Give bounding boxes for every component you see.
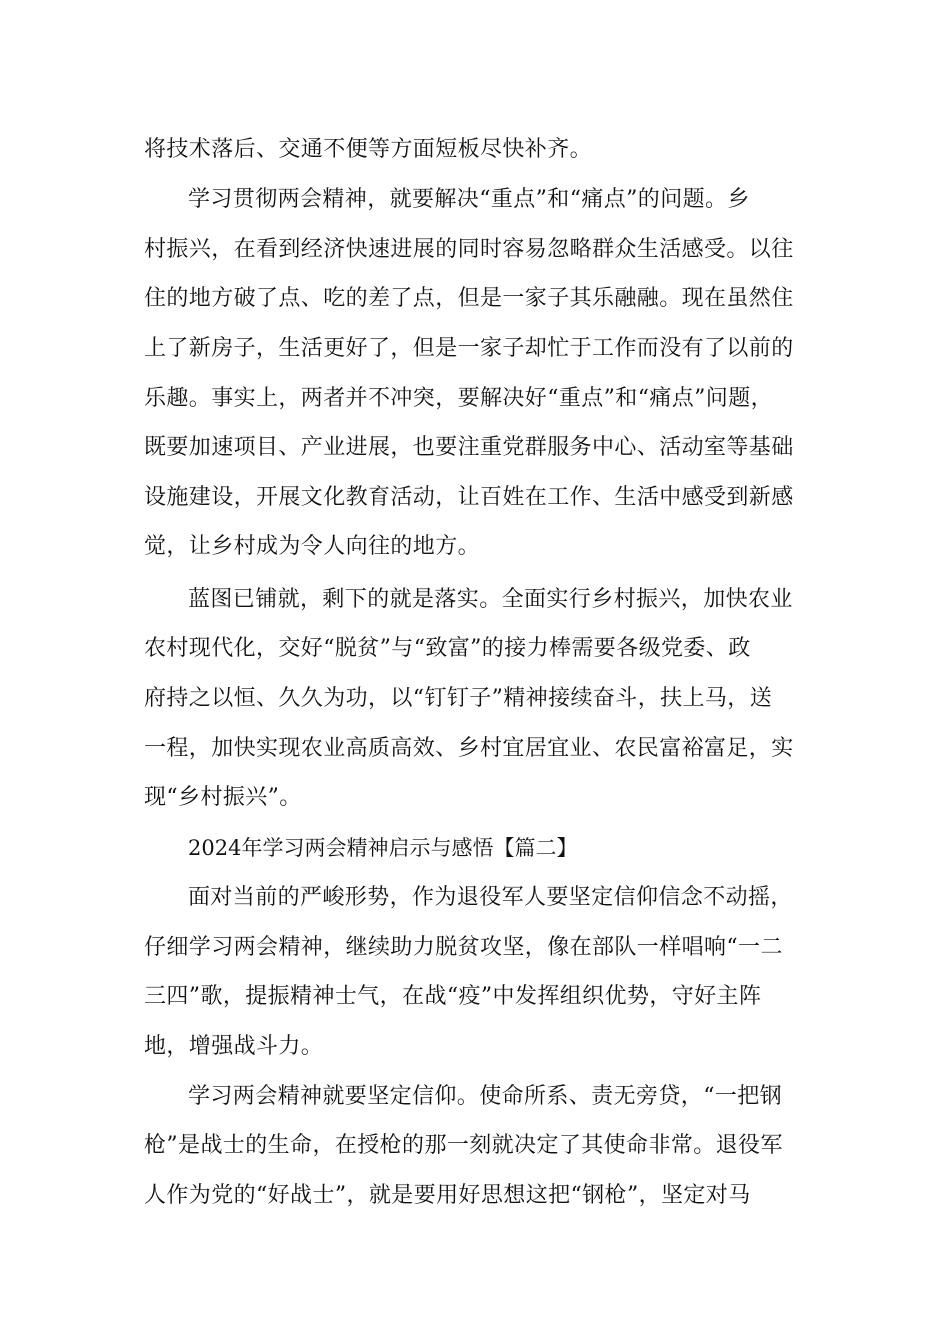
paragraph-line: 将技术落后、交通不便等方面短板尽快补齐。	[144, 137, 593, 162]
paragraph-line: 学习两会精神就要坚定信仰。使命所系、责无旁贷，“一把钢	[188, 1084, 783, 1109]
paragraph-line: 乐趣。事实上，两者并不冲突，要解决好“重点”和“痛点”问题，	[144, 386, 773, 411]
paragraph-line: 住的地方破了点、吃的差了点，但是一家子其乐融融。现在虽然住	[144, 286, 794, 311]
paragraph-line: 枪”是战士的生命，在授枪的那一刻就决定了其使命非常。退役军	[144, 1133, 783, 1158]
paragraph-line: 三四”歌，提振精神士气，在战“疫”中发挥组织优势，守好主阵	[144, 984, 762, 1009]
paragraph-line: 一程，加快实现农业高质高效、乡村宜居宜业、农民富裕富足，实	[144, 736, 794, 761]
paragraph-line: 人作为党的“好战士”，就是要用好思想这把“钢枪”，坚定对马	[144, 1183, 751, 1208]
paragraph-line: 村振兴，在看到经济快速进展的同时容易忽略群众生活感受。以往	[144, 237, 794, 262]
paragraph-line: 府持之以恒、久久为功，以“钉钉子”精神接续奋斗，扶上马，送	[144, 686, 773, 711]
paragraph-line: 农村现代化，交好“脱贫”与“致富”的接力棒需要各级党委、政	[144, 636, 751, 661]
paragraph-line: 设施建设，开展文化教育活动，让百姓在工作、生活中感受到新感	[144, 485, 794, 510]
paragraph-line: 面对当前的严峻形势，作为退役军人要坚定信仰信念不动摇，	[188, 885, 793, 910]
paragraph-line: 上了新房子，生活更好了，但是一家子却忙于工作而没有了以前的	[144, 336, 794, 361]
paragraph-line: 学习贯彻两会精神，就要解决“重点”和“痛点”的问题。乡	[188, 187, 750, 212]
paragraph-line: 地，增强战斗力。	[144, 1034, 324, 1059]
paragraph-line: 仔细学习两会精神，继续助力脱贫攻坚，像在部队一样唱响“一二	[144, 935, 783, 960]
paragraph-line: 蓝图已铺就，剩下的就是落实。全面实行乡村振兴，加快农业	[188, 587, 793, 612]
section-heading: 2024年学习两会精神启示与感悟【篇二】	[188, 836, 578, 860]
paragraph-line: 既要加速项目、产业进展，也要注重党群服务中心、活动室等基础	[144, 435, 794, 460]
paragraph-line: 现“乡村振兴”。	[144, 785, 302, 810]
paragraph-line: 觉，让乡村成为令人向往的地方。	[144, 534, 481, 559]
